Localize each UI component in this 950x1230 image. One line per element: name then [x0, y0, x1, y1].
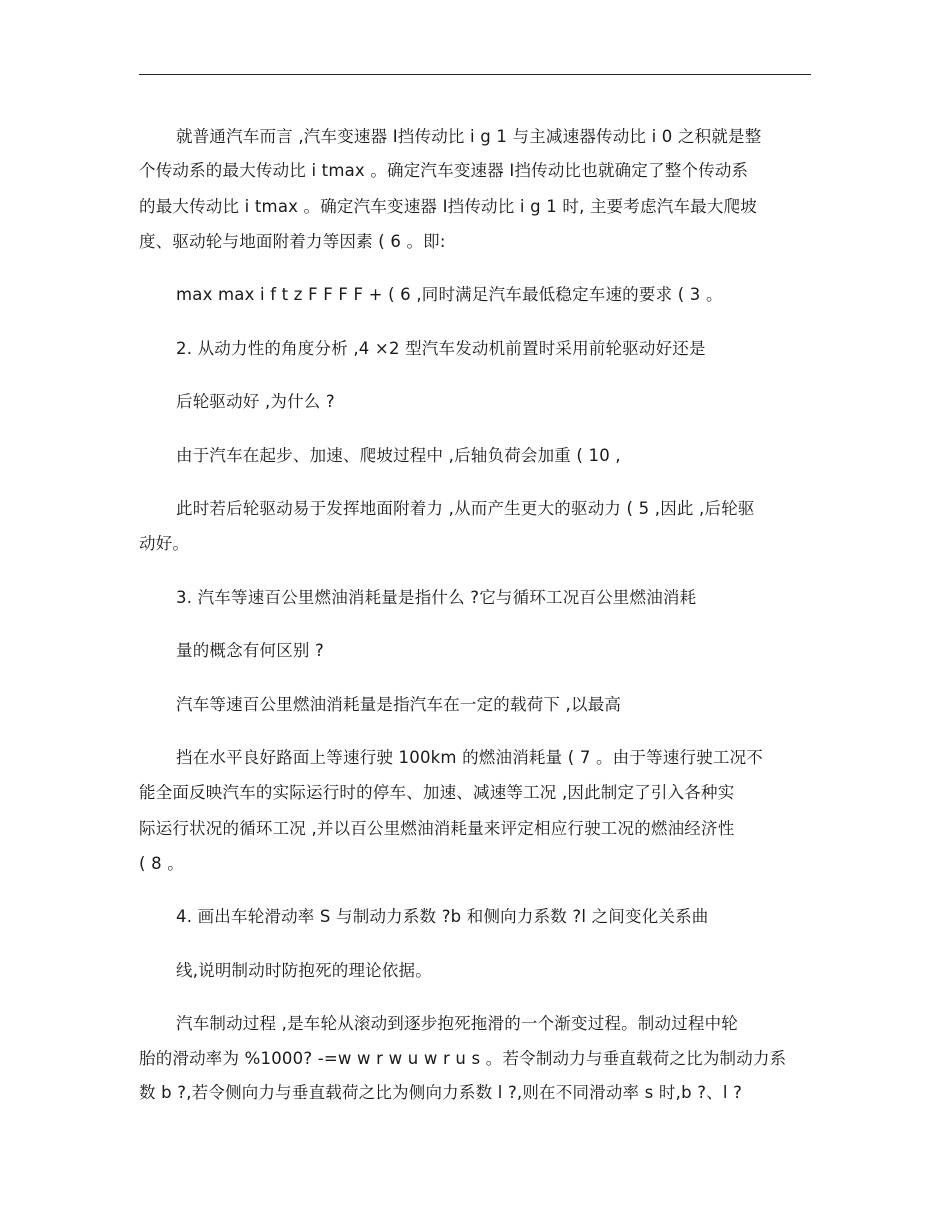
question-heading: 3. 汽车等速百公里燃油消耗量是指什么 ?它与循环工况百公里燃油消耗 [176, 588, 697, 607]
text-line: 的最大传动比 i tmax 。确定汽车变速器 Ⅰ挡传动比 i g 1 时, 主要考虑汽车最大爬坡 [139, 197, 757, 216]
text-line: 汽车等速百公里燃油消耗量是指汽车在一定的载荷下 ,以最高 [176, 695, 622, 714]
question-heading: 4. 画出车轮滑动率 S 与制动力系数 ?b 和侧向力系数 ?l 之间变化关系曲 [176, 907, 709, 926]
text-line: 数 b ?,若令侧向力与垂直载荷之比为侧向力系数 l ?,则在不同滑动率 s 时,b ?、l ? [139, 1083, 743, 1102]
question-heading: 线,说明制动时防抱死的理论依据。 [176, 961, 432, 980]
text-line: 挡在水平良好路面上等速行驶 100km 的燃油消耗量 ( 7 。由于等速行驶工况不 [176, 748, 763, 767]
text-line: 胎的滑动率为 %1000? -=w w r w u w r u s 。若令制动力与垂直载荷之比为制动力系 [139, 1049, 787, 1068]
text-line: 际运行状况的循环工况 ,并以百公里燃油消耗量来评定相应行驶工况的燃油经济性 [139, 819, 735, 838]
text-line: 度、驱动轮与地面附着力等因素 ( 6 。即: [139, 232, 446, 251]
text-line: ( 8 。 [139, 854, 184, 873]
header-rule [139, 74, 811, 75]
text-line: 能全面反映汽车的实际运行时的停车、加速、减速等工况 ,因此制定了引入各种实 [139, 783, 735, 802]
text-line: 此时若后轮驱动易于发挥地面附着力 ,从而产生更大的驱动力 ( 5 ,因此 ,后轮驱 [176, 499, 755, 518]
question-heading: 后轮驱动好 ,为什么 ? [176, 392, 335, 411]
text-line: 汽车制动过程 ,是车轮从滚动到逐步抱死拖滑的一个渐变过程。制动过程中轮 [176, 1014, 738, 1033]
question-heading: 量的概念有何区别 ? [176, 641, 325, 660]
text-line: 就普通汽车而言 ,汽车变速器 Ⅰ挡传动比 i g 1 与主减速器传动比 i 0 之积就是整 [176, 127, 762, 146]
question-heading: 2. 从动力性的角度分析 ,4 ×2 型汽车发动机前置时采用前轮驱动好还是 [176, 339, 706, 358]
text-line: 个传动系的最大传动比 i tmax 。确定汽车变速器 Ⅰ挡传动比也就确定了整个传动系 [139, 161, 749, 180]
text-line: 动好。 [139, 534, 190, 553]
text-line: 由于汽车在起步、加速、爬坡过程中 ,后轴负荷会加重 ( 10 , [176, 446, 621, 465]
text-line: max max i f t z F F F F + ( 6 ,同时满足汽车最低稳定车速的要求 ( 3 。 [176, 285, 723, 304]
